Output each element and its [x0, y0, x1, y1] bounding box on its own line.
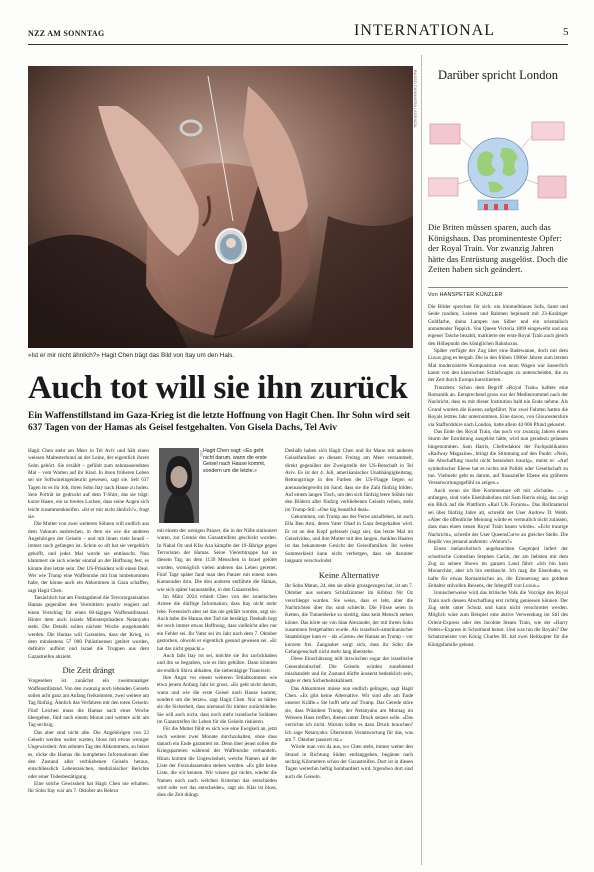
inset-credit: ZVG [199, 450, 203, 457]
paragraph: Einen melancholisch angehauchten Gegenpol liefert der schottische Comedian Stephen Carlin, der am liebsten mit dem Zug zu seinen Shows im ganzen Land fährt: «Ich bin kein Monarchist, aber ich bin enttäuscht. Ich mag die Eisenbahn, es hafte für etwas Romantisches an, die Erinnerung ans goldene Zeitalter stilvollen Reisens, der Inbegriff von Luxus.» [428, 546, 568, 590]
subhead-zeit-draengt: Die Zeit drängt [62, 664, 115, 675]
article-author: Von Gisela Dachs, Tel Aviv [229, 423, 337, 434]
paragraph: Eine solche Gewissheit hat Hagit Chen nie erhalten. Ihr Sohn Itay war am 7. Oktober als Rekrut [28, 781, 149, 795]
paragraph: Ihr Sohn Matan, 24, den sie allein grossgezogen hat, ist am 7. Oktober aus seinem Schlafzimmer im Kibbuz Nir Oz verschleppt worden. Sie weiss, dass er lebt, aber die Nachrichten über ihn sind schlecht. Die Filsse seien in Ketten, die Tunneldecke so niedrig, dass kein Mensch stehen könne. Das hörte sie von Idan Alexander, der mit ihrem Sohn zusammen festgehalten wurde. Als israelisch-amerikanischer Staatsbürger kam er – als «Geste» der Hamas an Trump – vor kurzem frei. Zangauker sorgt sich, dass ihr Sohn die Gefangenschaft nicht mehr lang überstehe. [285, 582, 413, 655]
article-column-2 [157, 528, 277, 800]
sidebar-title: Darüber spricht London [437, 68, 559, 82]
paragraph: Trotzdem: Schon dem Begriff «Royal Train» haftete eine Romantik an. Entsprechend gross war der Medienrummel nach der Nachricht, dass es mit dieser Institution bald ein Ende nehme. Als Grund wurden die Kosten aufgeführt. Nur zwei Fahrten hatten die Royals letztes Jahr unternommen. Eine davon, von Gloucestershire via Staffordshire nach London, hatte allein 44 000 Pfund gekostet. [428, 384, 568, 428]
sidebar-body [428, 304, 568, 649]
section-title: INTERNATIONAL [354, 22, 495, 39]
dek-text: Ein Waffenstillstand im Gaza-Krieg ist die letzte Hoffnung von Hagit Chen. Ihr Sohn wird seit 637 Tagen von der Hamas als Geisel festgehalten. [28, 411, 411, 434]
article-dek [28, 410, 418, 435]
paragraph: Tatsächlich hat am Freitagabend die Terrororganisation Hamas gegenüber den Vermittlern positiv reagiert auf einen Vorschlag für einen 60-tägigen Waffenstillstand. Hinter dem auch Israels Ministerpräsident Netanyahu steht. Die Details sollen nächste Woche ausgehandelt werden. Die Hamas will Garantien, dass der Krieg, in dem mindestens 57 000 Palästinenser getötet wurden, definitiv aufhört und Israel die Truppen aus dem Gazastreifen abzieht. [28, 594, 149, 660]
photo-credit: BASSO CANNARSA / AGENZIA [413, 70, 418, 128]
paragraph: Das aber sind nicht alle. Die Angehörigen von 22 Geiseln werden weiter warten, bloss mit etwas weniger Ungewissheit: Am zehnten Tag des Abkommens, so heisst es, rücke die Hamas die kompletten Informationen über den Zustand aller verbliebenen Geiseln heraus, einschliesslich Lebenszeichen, medizinischer Berichte oder einer Todesbestätigung. [28, 729, 149, 780]
paragraph: Würde man von da aus, wo Chen steht, immer weiter den Strand in Richtung Süden entlanggehen, begänne nach sechzig Kilometern schon der Gazastreifen. Dort ist in diesen Tagen weiterhin heftig bombardiert wird. Irgendwo dort sind auch die Geiseln. [285, 744, 413, 780]
paragraph: Im März 2024 erhielt Chen von der israelischen Armee die dürftige Information, dass Itay nicht mehr lebe. Forensisch aber sei das nie geklärt worden, sagt sie. Auch habe die Hamas den Tod nie bestätigt. Deshalb hegt sie noch immer etwas Hoffnung, dass vielleicht alles nur ein Fehler sei. Ihr Vater sei im Jahr nach dem 7. Oktober gestorben, obwohl er eigentlich gesund gewesen sei. «Er hat das nicht gepackt.» [157, 594, 277, 652]
sidebar-rule [428, 287, 568, 288]
paragraph: Diese Einschätzung teilt inzwischen sogar der israelische Generalstabschef. Die Geiseln würden zunehmend misshandelt und ihr Zustand dürfte äusserst bedenklich sein, sagte er dem Sicherheitskabinett. [285, 656, 413, 685]
column-divider [421, 55, 422, 865]
inset-caption: Hagit Chen sagt: «Es geht nicht darum, wann die erste Geisel nach Hause kommt, sondern um die letzte.» [203, 448, 267, 474]
paragraph: mit einem der wenigen Panzer, die in der Nähe stationiert waren, zur Grenze des Gazastreifens geschickt worden. In Nahal Oz und Kfar Aza kämpfte der 19-Jährige gegen Terroristen der Hamas. Seine Viererbtruppe hat an diesem Tag, an dem 1139 Menschen in Israel getötet wurden, womöglich vielen anderen das Leben gerettet. Fünf Tage später fand man den Panzer mit einem toten Kameraden drin. Die drei anderen entführte die Hamas, wie sich später herausstellte, in den Gazastreifen. [157, 528, 277, 593]
paragraph: Ihre Angst vor einem weiteren Teilabkommen wie etwa jenem Anfang Jahr ist gross. «Es geht nicht darum, wann und wie die erste Geisel nach Hause kommt, sondern um die letzte», sagt Hagit Chen. Nur so hätten sie die Sicherheit, dass niemand für immer zurückbleibe. Sie will auch nicht, dass noch mehr israelische Soldaten im Gazastreifen ihr Leben für die Geiseln riskieren. [157, 674, 277, 725]
paragraph: Das Ende des Royal Train, das noch vor zwanzig Jahren einen Sturm der Entrüstung ausgelöst hätte, wird nun geradezu gelassen hingenommen. Sam Harris, Chefredaktor der Fachpublikation «Railway Magazine», bringt die Stimmung auf den Punkt: «Nein, die Abschaffung macht nicht besonders traurig», meint er. «Auf symbolischer Ebene hat es nichts mit Politik oder Gesellschaft zu tun. Vielmehr geht es darum, auf finanzieller Ebene ein gröberes Verantwortungsgefühl zu zeigen.» [428, 428, 568, 487]
paragraph: Die Mutter von zwei weiteren Söhnen will endlich aus dem Vakuum ausbrechen, in dem sie wie die anderen Angehörigen der Geiseln – und mit ihnen viele Israeli – immer noch gefangen ist. Schon so oft hat sie vergeblich gehofft, und jedes Mal wurde sie enttäuscht. Nun klammert sie sich wieder einmal an der Hoffnung fest, es könnte ihre letzte sein: Der US-Präsident will einen Deal. Wer wie Trump eine Waffenruhe mit Iran hinbekommen habe, der könne auch ein Abkommen in Gaza schaffen, sagt Hagit Chen. [28, 521, 149, 594]
portrait-illustration [159, 448, 199, 523]
photo-caption: «Ist er mir nicht ähnlich?» Hagit Chen trägt das Bild von Itay um den Hals. [28, 352, 235, 359]
article-column-1 [28, 448, 149, 796]
paragraph: Für die Mutter fühlt es sich wie eine Ewigkeit an, jetzt noch weitere zwei Monate durchzuhalten, ohne dass danach ein Ende garantiert ist. Denn über jenen sollen die Kriegsparteien während der Waffenruhe verhandeln. Hinzu kommt die Ungewissheit, welche Namen auf der Liste der Freizulassenden stehen werden. «Es gibt keine Liste, die wir kennen. Wir wissen gar nichts, wieder die Namen noch nach welchen Kriterien das entschieden wird oder wer das entscheidet», sagt sie. Klar ist bloss, dass die Zeit drängt. [157, 726, 277, 799]
header-rule [28, 44, 568, 45]
inset-portrait [159, 448, 199, 523]
article-column-3 [285, 448, 413, 781]
sidebar-illustration [428, 118, 568, 218]
paragraph: Deshalb haben sich Hagit Chen und ihr Mann mit anderen Geiselfamilien an diesem Freitag am Meer versammelt, direkt gegenüber der Zweigstelle der US-Botschaft in Tel Aviv. Es ist der 4. Juli, amerikanischer Unabhängigkeitstag. Rettungsringe in den Farben der US-Flagge liegen so aneinandergereiht im Sand, dass sie die Zahl fünfzig bilden. Auf einem langen Tisch, um den sich fünfzig leere Stühle mit den Bildern aller fünfzig verbliebenen Geiseln reihen, steht im Trump-Stil: «One big beautiful deal». [285, 448, 413, 513]
newspaper-name: NZZ AM SONNTAG [28, 29, 105, 38]
page-number: 5 [563, 26, 569, 38]
paragraph: Gekommen, um Trump aus der Ferne anzuflehen, ist auch Ella Ben Ami, deren Vater Ohad in Gaza festgehalten wird. Er ist an den Kopf gefesselt (sagt sie), das letzte Mal im Geiselvideo, und ihre Mutter mit den langen, dunklen Haaren ist das bekannteste Gesicht der Geiselfamilien. Ihr weites Sommerkleid kann nicht verbergen, dass sie darunter langsam verschwindet. [285, 514, 413, 565]
paragraph: Auch falls Itay tot sei, möchte sie ihn zurückhaben und ihn so begraben, wie es ihm gebühre. Dann könnten sie endlich Shiva abhalten, die siebentägige Trauerzeit. [157, 652, 277, 674]
main-photo [28, 66, 413, 348]
paragraph: Vorgesehen ist zunächst ein zweimonatiger Waffenstillstand. Von den zwanzig noch lebenden Geiseln sollen acht ganz am Anfang freikommen, zwei weitere am Tag fünfzig. Ähnlich das Verfahren mit den toten Geiseln: Fünf Leichen muss die Hamas nach einer Woche übergeben, fünf nach einem Monat und weitere acht am Tag sechzig. [28, 678, 149, 729]
paragraph: Die Bilder sprechen für sich: ein himmelblaues Sofa, Samt und Seide rundum, Leisten und Rahmen bepinselt mit 23-Karätiger Goldfarbe, daina Lampen aus Silber und ein orientalisch anmutender Teppich. Von Queen Victoria 1869 eingeweiht und aus eigener Tasche bezahlt, markierte der erste Royal Train auch gleich den Höhepunkt des königlichen Bahnluxus. [428, 304, 568, 347]
paragraph: Das Abkommen müsse nun endlich gelingen, sagt Hagit Chen. «Es gibt keine Alternative. Wir sind alle am Ende unserer Kräfte.» Sie hofft sehr auf Trump. Das Gerede störe sie, dass Präsident Trump, der Netanyahu am Montag im Weissen Haus treffen, dienen unter Druck setzen solle. «Das verrichte ich nicht. Warum sollte es dazu Druck brauchen? Ich sage Netanyahu: Übernimm Verantwortung für das, was am 7. Oktober passiert ist.» [285, 685, 413, 744]
globe-speech-bubbles-illustration [428, 118, 568, 218]
paragraph: Auch wenn sie Ihre Kommentare oft mit «Schade» … » anfangen, sind viele Eisenbahnfans mit Sam Harris einig, das zeigt ein Blick auf die Plattform «Rail UK Forums». Das Rollmaterial sei über fünfzig Jahre alt, schreibt der User Andrew D. Webb. «Aber die öffentliche Meinung würde es vermutlich nicht zulassen, dass man einen neuen Royal Train bauen würde». «Echt traurige Nachricht», schreibt der User QueensCurve an gleicher Stelle. Die Replik von jemand anderem: «Warum?» [428, 487, 568, 545]
paragraph: Später verfügte der Zug über eine Badewanne, doch mit dem Luxus ging es bergab. Die in den frühen 1980er Jahren zum letzten Mal modernisierte Komposition von neun Wagen war äusserlich kaum von den klassischen Schlafwagen zu unterscheiden, die zu der Zeit durch Europa kutschierten. [428, 348, 568, 384]
main-photo-illustration [28, 66, 413, 348]
sidebar-intro: Die Briten müssen sparen, auch das Königshaus. Das prominenteste Opfer: der Royal Train. Vor zwanzig Jahren hätte das Entrüstung ausgelöst. Doch die Zeiten haben sich geändert. [428, 222, 568, 275]
subhead-keine-alternative: Keine Alternative [318, 569, 380, 580]
paragraph: Hagit Chen steht am Meer in Tel Aviv und hält einen weissen Maltesterhund an der Leine, der eigentlich ihrem Sohn gehört. Sie erzählt – gefühlt zum zehntausendsten Mal – vom Warten auf ihr Kind. In ihren früheren Leben sei sie Softwareingenieurin gewesen, sagt sie. Seit 637 Tagen ist es ihr Job, ihren Sohn Itay nach Hause zu holen. Sein Porträt ist gedruckt auf dem T-Shirt, das sie trägt: kurze Haare, ein so breites Lachen, dass seine Augen sich leicht zusammenkneifen. «Ist er mir nicht ähnlich?», fragt sie. [28, 448, 149, 521]
article-headline: Auch tot will sie ihn zurück [28, 370, 408, 406]
sidebar-byline: Von HANSPETER KÜNZLER [428, 292, 503, 298]
paragraph: Ironischerweise wird das britische Volk die Vorzüge des Royal Train nach dessen Abschaffung erst richtig geniessen können. Der Zug steht unter Schutz und kann nicht verschrottet werden. Möglich wäre zum Beispiel eine aktive Verwendung im Stil des Orient-Express oder des Jacobite Steam Train, wie der «Harry Potter»-Express in Schottland heisst. Und was tun die Royals? Der Schatzmeister von König Charles III. hat zwei Helikopter für die Königsfamilie geleast. [428, 590, 568, 648]
inset-photo-box [159, 448, 277, 523]
